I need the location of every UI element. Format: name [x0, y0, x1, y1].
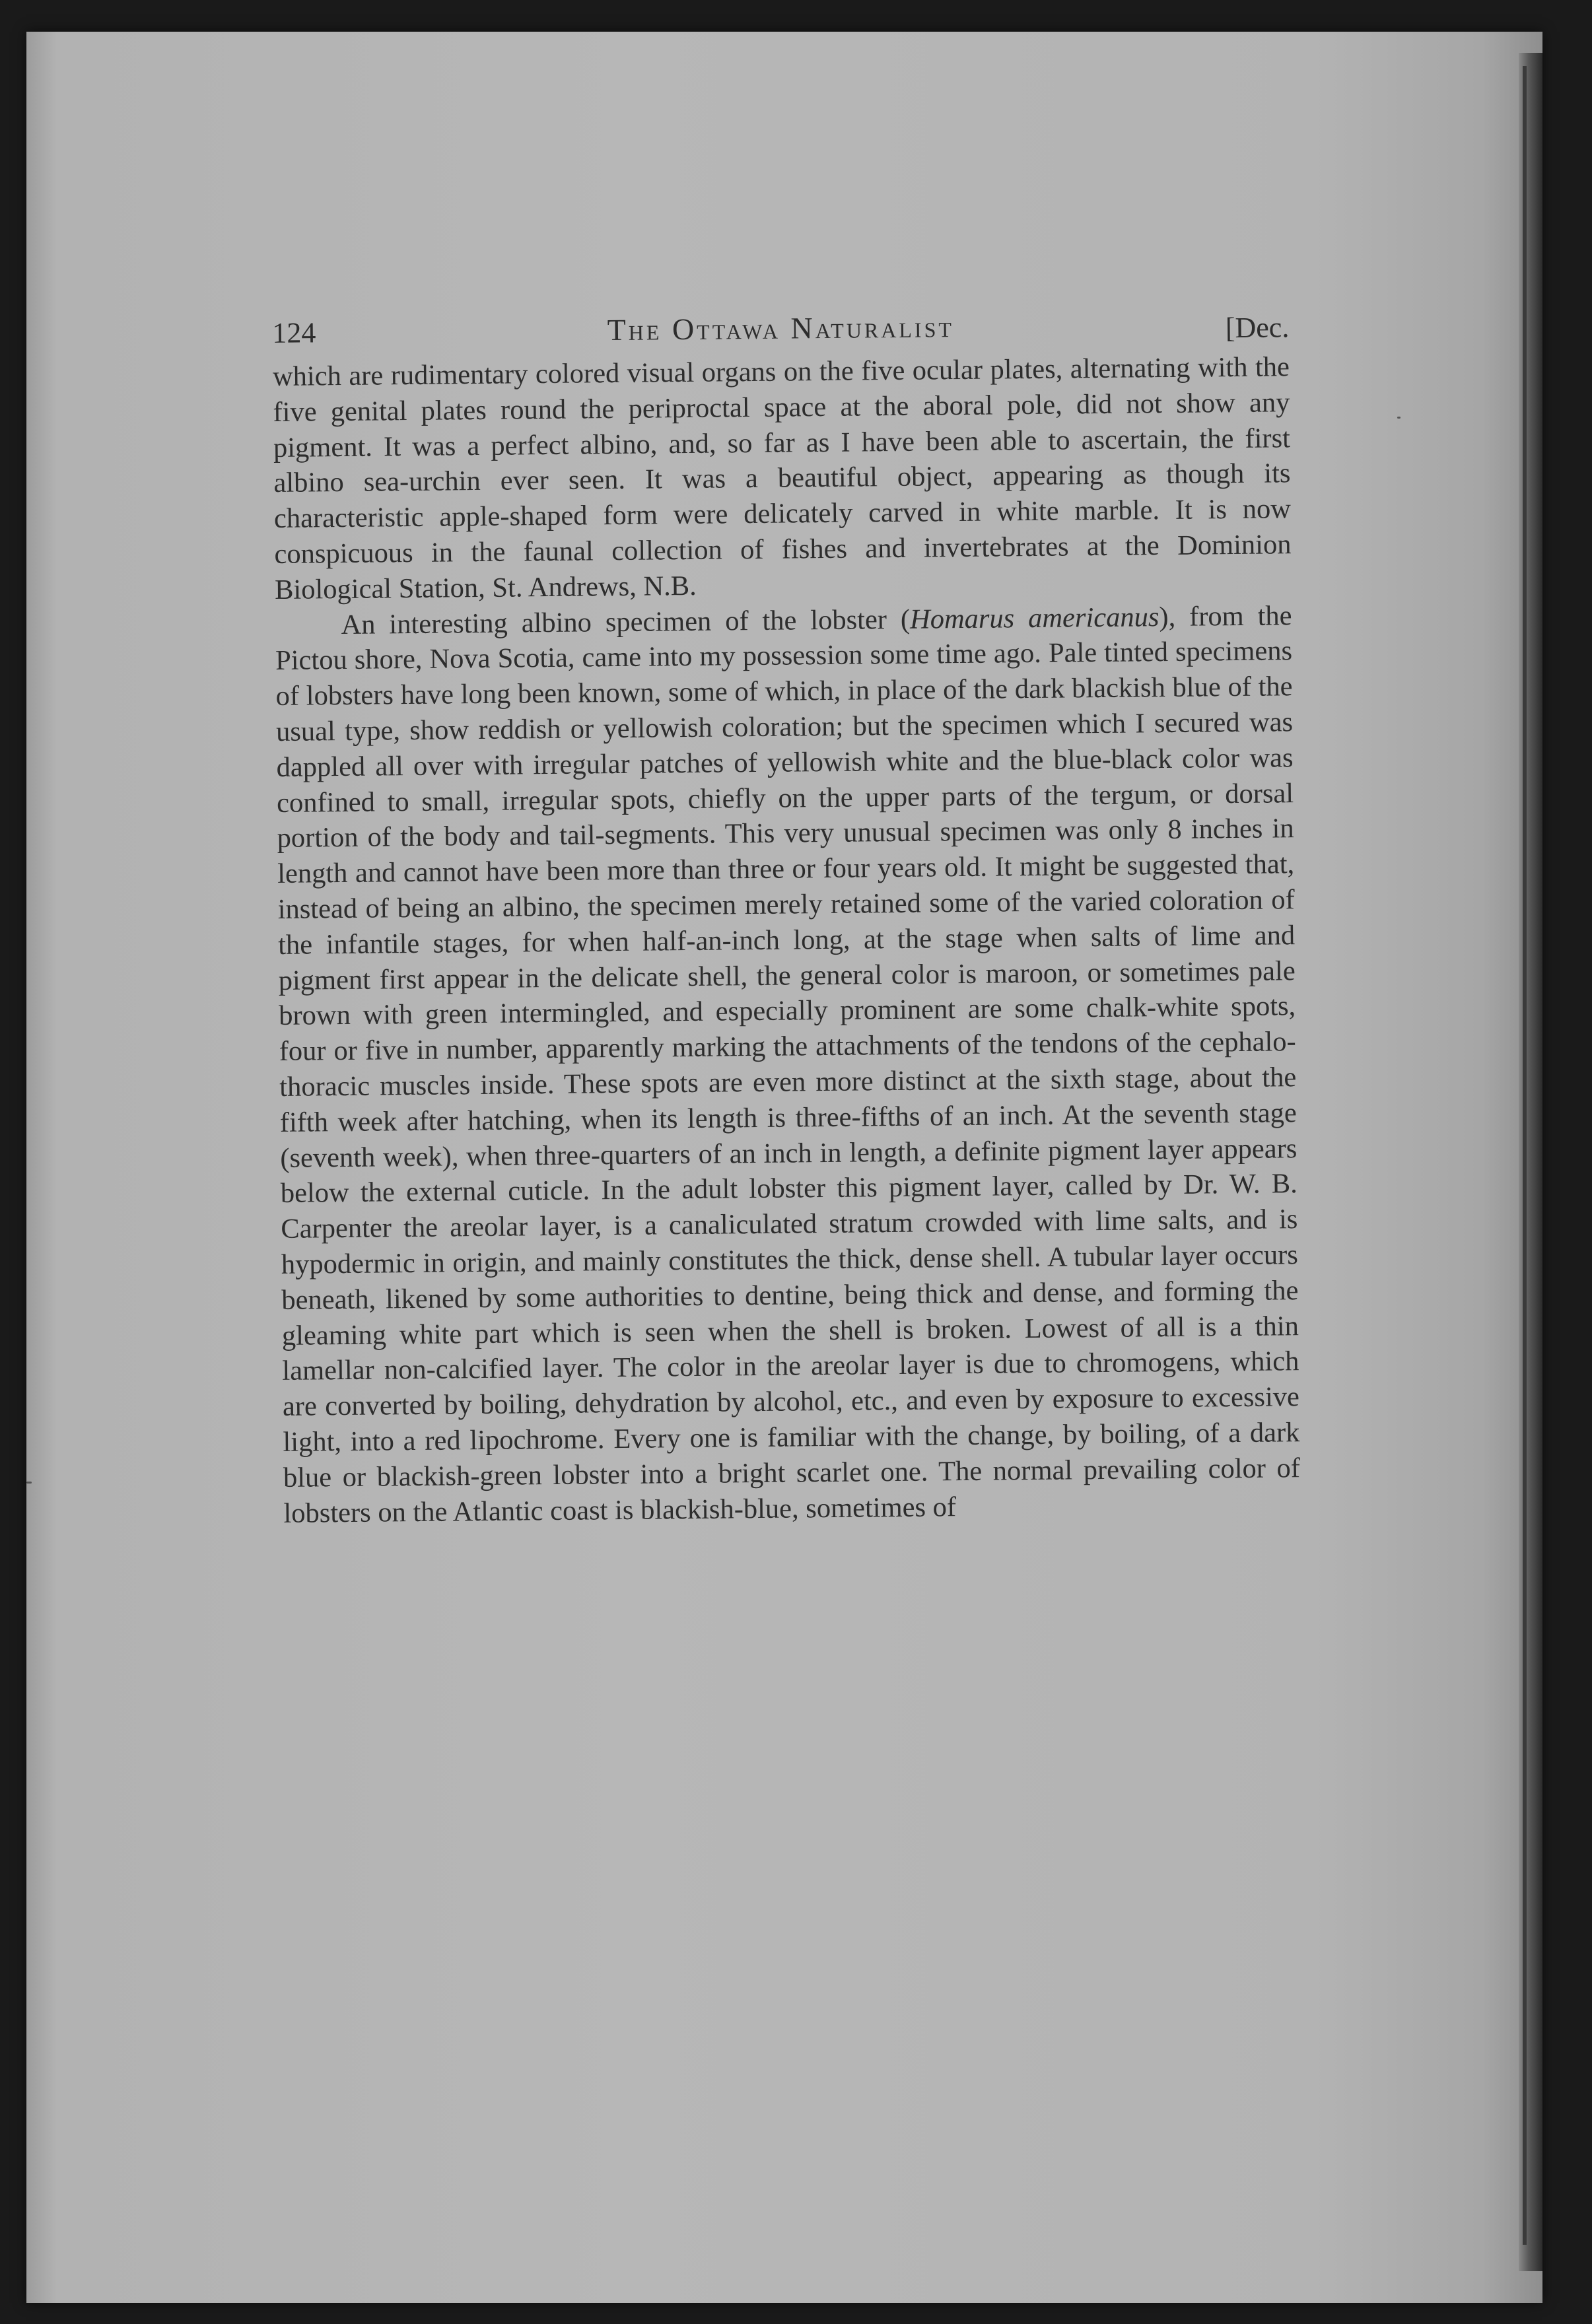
running-header	[272, 300, 1290, 357]
header-date: [Dec.	[1225, 311, 1290, 345]
running-title: The Ottawa Naturalist	[607, 310, 955, 347]
paper-speck	[1397, 417, 1401, 419]
paragraph-text: which are rudimentary colored visual organs on the five ocular plates, alternating with the five genital plates round the periproctal space at the aboral pole, did not show any pigment. It was a perfect albino, and, so far as I have been able to ascertain, the first albino sea-urchin ever seen. It was a beautiful object, appearing as though its characteristic apple-shaped form were delicately carved in white marble. It is now conspicuous in the faunal collection of fishes and invertebrates at the Dominion Biological Station, St. Andrews, N.B.	[272, 351, 1292, 605]
paragraph-text-after: ), from the Pictou shore, Nova Scotia, came into my possession some time ago. Pale tinted specimens of lobsters have long been known, some of which, in place of the dark blackish blue of the usual type, show reddish or yellowish coloration; but the specimen which I secured was dappled all over with irregular patches of yellowish white and the blue-black color was confined to small, irregular spots, chiefly on the upper parts of the tergum, or dorsal portion of the body and tail-segments. This very unusual specimen was only 8 inches in length and cannot have been more than three or four years old. It might be suggested that, instead of being an albino, the specimen merely retained some of the varied coloration of the infantile stages, for when half-an-inch long, at the stage when salts of lime and pigment first appear in the delicate shell, the general color is maroon, or sometimes pale brown with green intermingled, and especially prominent are some chalk-white spots, four or five in number, apparently marking the attachments of the tendons of the cephalo-thoracic muscles inside. These spots are even more distinct at the sixth stage, about the fifth week after hatching, when its length is three-fifths of an inch. At the seventh stage (seventh week), when three-quarters of an inch in length, a definite pigment layer appears below the external cuticle. In the adult lobster this pigment layer, called by Dr. W. B. Carpenter the areolar layer, is a canaliculated stratum crowded with lime salts, and is hypodermic in origin, and mainly constitutes the thick, dense shell. A tubular layer occurs beneath, likened by some authorities to dentine, being thick and dense, and forming the gleaming white part which is seen when the shell is broken. Lowest of all is a thin lamellar non-calcified layer. The color in the areolar layer is due to chromogens, which are converted by boiling, dehydration by alcohol, etc., and even by exposure to excessive light, into a red lipochrome. Every one is familiar with the change, by boiling, of a dark blue or blackish-green lobster into a bright scarlet one. The normal prevailing color of lobsters on the Atlantic coast is blackish-blue, sometimes of	[275, 599, 1301, 1529]
body-text	[273, 349, 1301, 1531]
species-name: Homarus americanus	[909, 601, 1159, 635]
page-text-block	[272, 300, 1301, 1531]
paragraph-sea-urchin	[273, 349, 1292, 607]
page-number: 124	[272, 316, 316, 349]
paragraph-text-before: An interesting albino specimen of the lobster (	[341, 603, 911, 640]
page-edge-line	[1523, 66, 1527, 2245]
paper-speck	[26, 1482, 32, 1484]
paragraph-lobster	[275, 598, 1300, 1531]
